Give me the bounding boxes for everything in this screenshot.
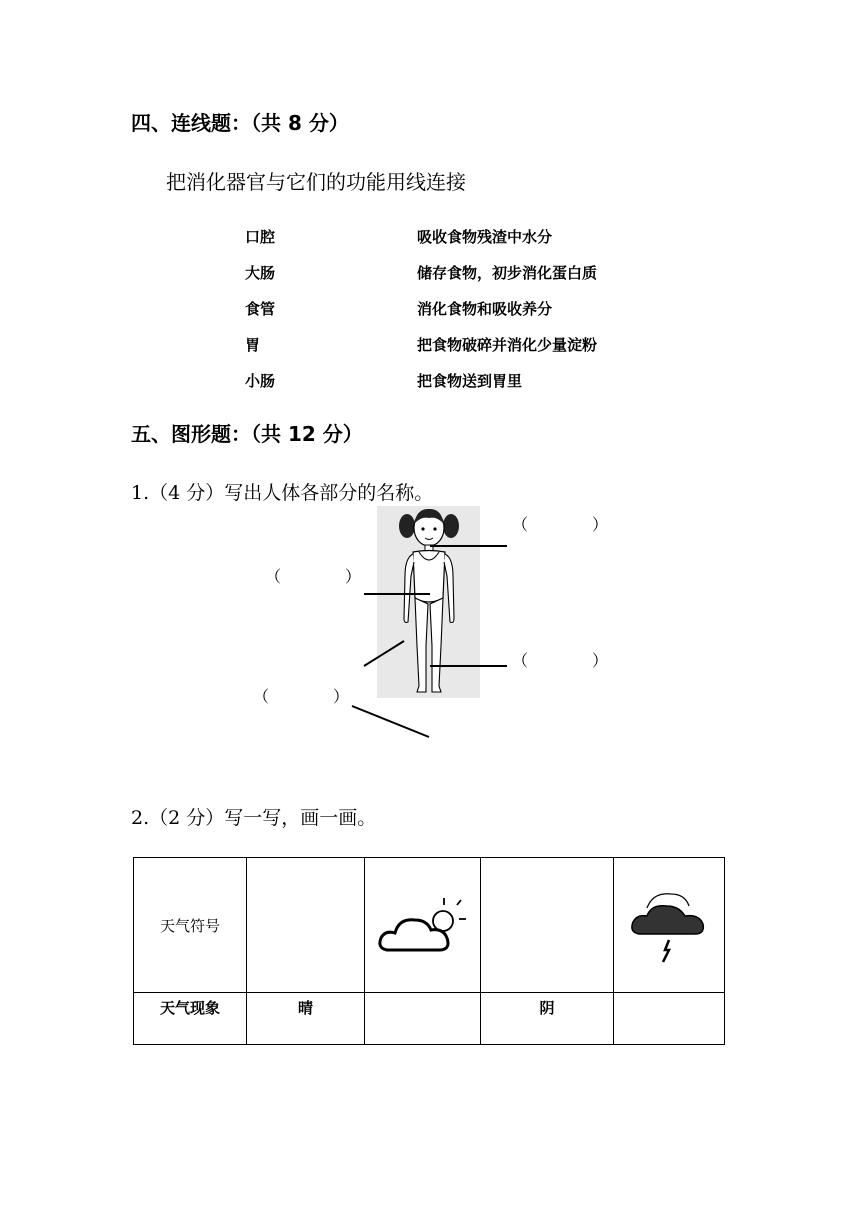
phenomenon-cell: 阴 [481, 993, 614, 1045]
weather-table [133, 857, 725, 1045]
function-item: 把食物破碎并消化少量淀粉 [417, 336, 598, 354]
phenomenon-cell-blank[interactable] [365, 993, 481, 1045]
answer-blank-upper-limb[interactable]: （ ） [253, 687, 350, 706]
partly-cloudy-icon [373, 888, 473, 958]
row-label-phenomenon: 天气现象 [134, 993, 247, 1045]
symbol-cell-partly-cloudy [365, 858, 481, 993]
row-label-symbol: 天气符号 [134, 858, 247, 993]
answer-blank-head[interactable]: （ ） [512, 515, 609, 534]
answer-blank-trunk[interactable]: （ ） [265, 567, 362, 586]
symbol-cell-blank[interactable] [247, 858, 365, 993]
answer-blank-lower-limb[interactable]: （ ） [512, 651, 609, 670]
symbol-cell-thunderstorm [614, 858, 725, 993]
organ-item: 胃 [245, 336, 261, 354]
organ-item: 口腔 [245, 228, 276, 246]
organ-item: 小肠 [245, 372, 276, 390]
symbol-cell-blank[interactable] [481, 858, 614, 993]
matching-instruction: 把消化器官与它们的功能用线连接 [166, 170, 466, 194]
organ-item: 食管 [245, 300, 276, 318]
function-item: 吸收食物残渣中水分 [417, 228, 553, 246]
organ-item: 大肠 [245, 264, 276, 282]
question-1: 1.（4 分）写出人体各部分的名称。 [131, 482, 434, 504]
question-2: 2.（2 分）写一写，画一画。 [131, 807, 377, 829]
section-4-title: 四、连线题：（共 8 分） [131, 111, 349, 135]
section-5-title: 五、图形题：（共 12 分） [131, 422, 363, 446]
phenomenon-cell: 晴 [247, 993, 365, 1045]
thunderstorm-icon [619, 878, 719, 968]
phenomenon-cell-blank[interactable] [614, 993, 725, 1045]
function-item: 消化食物和吸收养分 [417, 300, 553, 318]
function-item: 把食物送到胃里 [417, 372, 523, 390]
function-item: 储存食物，初步消化蛋白质 [417, 264, 598, 282]
